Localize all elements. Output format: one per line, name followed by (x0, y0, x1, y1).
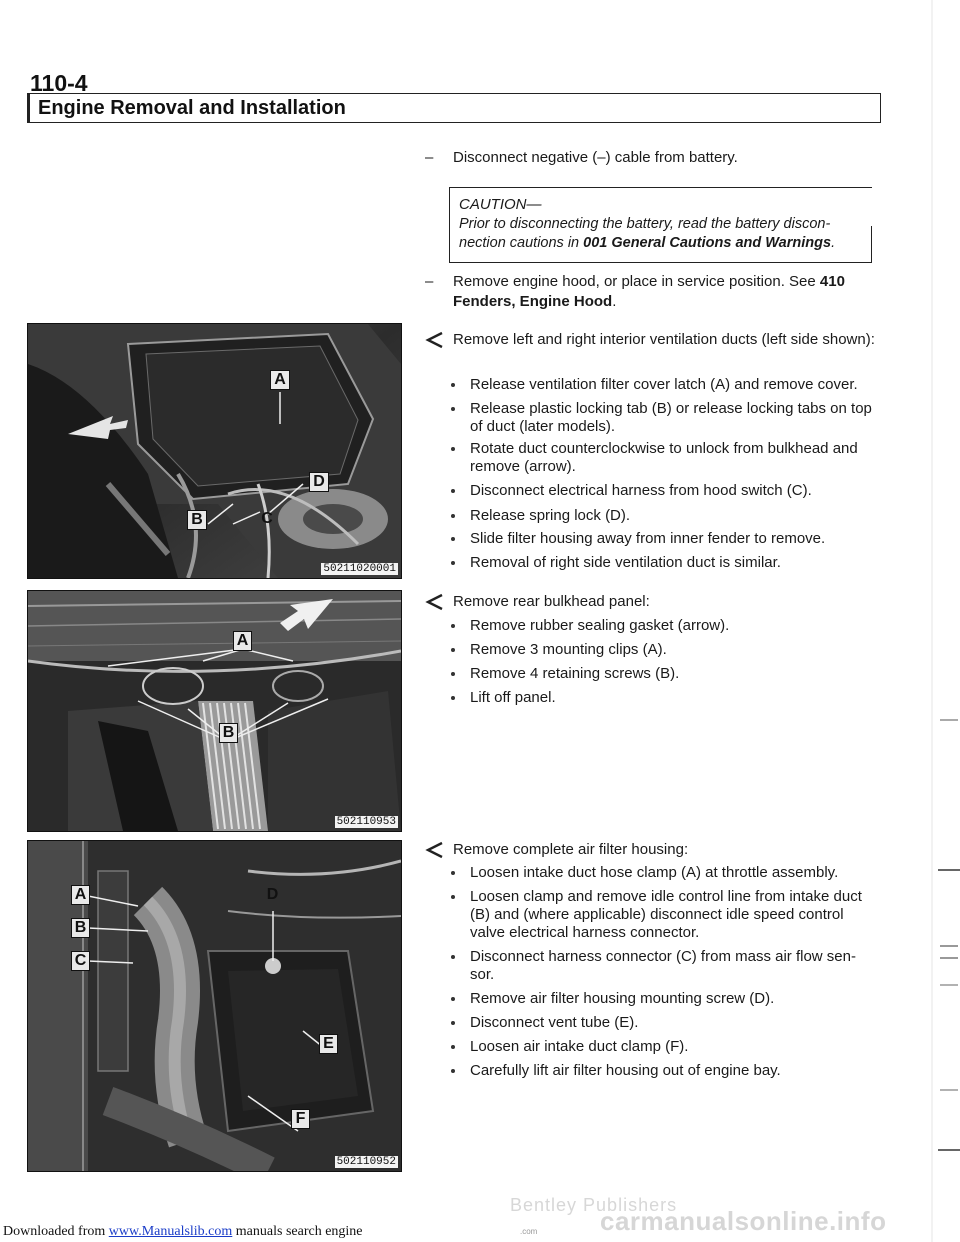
step-intro: Remove complete air filter housing: (453, 841, 689, 858)
bullet-icon (451, 1021, 455, 1025)
list-item-text: Release ventilation filter cover latch (A) and remove cover. (470, 376, 858, 393)
step-intro: Remove rear bulkhead panel: (453, 593, 650, 610)
arrow-left-icon (425, 840, 445, 860)
step-text-part: Remove engine hood, or place in service position. See (453, 273, 820, 290)
list-item-text: Remove 4 retaining screws (B). (470, 665, 680, 682)
callout-e: E (319, 1034, 338, 1054)
bullet-icon (451, 561, 455, 565)
caution-body-text: Prior to disconnecting the battery, read the battery discon-nection cautions in (459, 216, 831, 251)
bullet-icon (451, 1045, 455, 1049)
list-item-text: Loosen clamp and remove idle control line from intake duct (B) and (where applicable) disconnect idle speed control valve electrical harness connector. (470, 888, 862, 941)
list-item-text: Lift off panel. (470, 689, 556, 706)
arrow-left-icon (425, 592, 445, 612)
caution-title: CAUTION— (459, 196, 542, 213)
list-item-text: Carefully lift air filter housing out of engine bay. (470, 1062, 781, 1079)
publisher-logo-sub: .com (520, 1227, 538, 1236)
callout-b: B (187, 510, 207, 530)
dash-marker: – (425, 149, 434, 166)
callout-c: C (71, 951, 90, 971)
callout-d: D (309, 472, 329, 492)
bullet-icon (451, 407, 455, 411)
bullet-icon (451, 696, 455, 700)
bullet-icon (451, 1069, 455, 1073)
photo-air-filter-housing (27, 840, 402, 1172)
bullet-icon (451, 895, 455, 899)
caution-box (449, 187, 872, 263)
bullet-icon (451, 383, 455, 387)
list-item-text: Disconnect harness connector (C) from mass air flow sen-sor. (470, 948, 856, 983)
list-item-text: Rotate duct counterclockwise to unlock from bulkhead and remove (arrow). (470, 440, 858, 475)
list-item-text: Remove air filter housing mounting screw (D). (470, 990, 775, 1007)
callout-b: B (219, 723, 238, 743)
hood-reference: 410 Fenders, Engine Hood (453, 273, 845, 310)
publisher-logo-text: Bentley Publishers (510, 1195, 678, 1215)
bullet-icon (451, 997, 455, 1001)
list-item-text: Slide filter housing away from inner fender to remove. (470, 530, 826, 547)
callout-f: F (291, 1109, 310, 1129)
bullet-icon (451, 489, 455, 493)
arrow-left-icon (425, 330, 445, 350)
page-number: 110-4 (30, 70, 88, 96)
bullet-icon (451, 672, 455, 676)
list-item-text: Disconnect vent tube (E). (470, 1014, 639, 1031)
bullet-icon (451, 514, 455, 518)
photo-code: 502110953 (336, 816, 396, 828)
manualslib-link[interactable]: www.Manualslib.com (108, 1224, 233, 1239)
list-item-text: Remove rubber sealing gasket (arrow). (470, 617, 730, 634)
bullet-icon (451, 648, 455, 652)
bullet-icon (451, 871, 455, 875)
engine-bay-image (28, 591, 401, 831)
bullet-icon (451, 537, 455, 541)
footer-text: Downloaded from (3, 1224, 109, 1239)
step-text-end: . (612, 293, 617, 310)
bullet-icon (451, 447, 455, 451)
photo-ventilation-duct (27, 323, 402, 579)
callout-a: A (270, 370, 290, 390)
caution-body-end: . (831, 235, 836, 251)
watermark: carmanualsonline.info (600, 1206, 887, 1236)
callout-b: B (71, 918, 90, 938)
footer-text-end: manuals search engine (232, 1224, 363, 1239)
photo-code: 50211020001 (323, 563, 396, 575)
caution-reference: 001 General Cautions and Warnings (583, 235, 832, 251)
caution-body (459, 215, 864, 253)
callout-a: A (233, 631, 252, 651)
photo-bulkhead-panel (27, 590, 402, 832)
dash-marker: – (425, 273, 434, 290)
list-item-text: Remove 3 mounting clips (A). (470, 641, 667, 658)
photo-code: 502110952 (336, 1156, 396, 1168)
callout-a: A (71, 885, 90, 905)
list-item-text: Loosen air intake duct clamp (F). (470, 1038, 689, 1055)
step-text: Disconnect negative (–) cable from battery. (453, 149, 738, 166)
section-title: Engine Removal and Installation (38, 97, 346, 119)
step-intro: Remove left and right interior ventilation ducts (left side shown): (453, 331, 875, 348)
list-item-text: Release plastic locking tab (B) or release locking tabs on top of duct (later models). (470, 400, 872, 435)
callout-d: D (266, 886, 279, 903)
list-item-text: Release spring lock (D). (470, 507, 631, 524)
section-header-box (27, 93, 881, 123)
engine-bay-image (28, 324, 401, 578)
callout-c: C (261, 510, 273, 527)
list-item-text: Loosen intake duct hose clamp (A) at throttle assembly. (470, 864, 839, 881)
step-text (453, 272, 883, 312)
bullet-icon (451, 955, 455, 959)
download-footer (3, 1224, 363, 1240)
list-item-text: Removal of right side ventilation duct is similar. (470, 554, 781, 571)
bullet-icon (451, 624, 455, 628)
scan-margin-marks (900, 0, 960, 1242)
list-item-text: Disconnect electrical harness from hood switch (C). (470, 482, 812, 499)
